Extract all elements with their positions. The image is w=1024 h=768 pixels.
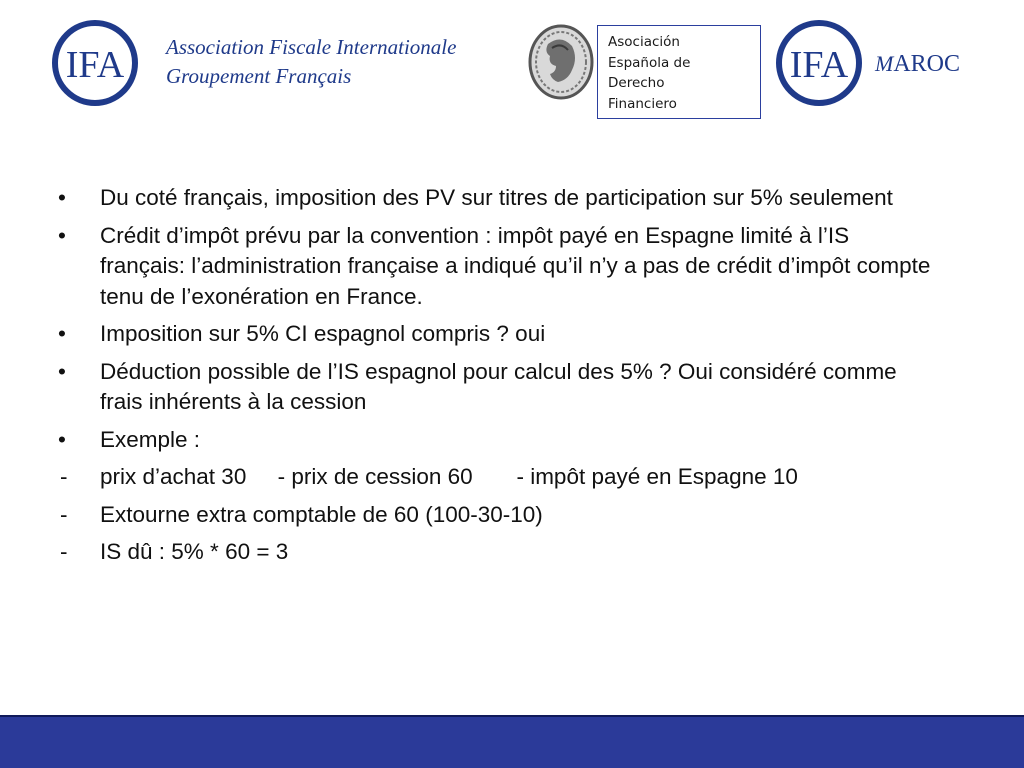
maroc-label	[875, 50, 960, 78]
list-item	[58, 183, 938, 214]
list-item	[58, 462, 938, 493]
aedf-seal-icon	[528, 24, 594, 100]
association-name-line2: Groupement Français	[166, 64, 352, 88]
aedf-name-box	[597, 25, 761, 119]
list-item	[58, 425, 938, 456]
example-line: prix d’achat 30 - prix de cession 60 - impôt payé en Espagne 10	[100, 464, 798, 489]
maroc-prefix: M	[875, 51, 894, 76]
ifa-logo-icon	[52, 20, 138, 106]
bullet-marker: •	[58, 321, 66, 346]
list-item	[58, 319, 938, 350]
bullet-marker: •	[58, 185, 66, 210]
list-item-text: Extourne extra comptable de 60 (100-30-10)	[100, 501, 543, 527]
bullet-marker: •	[58, 358, 66, 384]
ifa-logo-letters: IFA	[789, 44, 849, 86]
association-name-line1: Association Fiscale Internationale	[166, 35, 457, 59]
aedf-line4: Financiero	[608, 95, 677, 112]
bullet-marker: •	[58, 426, 66, 452]
ifa-logo-letters: IFA	[65, 44, 125, 86]
list-item-text: Crédit d’impôt prévu par la convention : impôt payé en Espagne limité à l’IS français: l’administration française a indiqué qu’il n’y a pas de crédit d’impôt compte tenu de l’exonération en France.	[100, 222, 931, 309]
maroc-rest: AROC	[893, 51, 961, 77]
aedf-line1: Asociación	[608, 34, 680, 50]
list-item-text: IS dû : 5% * 60 = 3	[100, 539, 289, 564]
list-item	[58, 221, 938, 313]
list-item-text: Exemple :	[100, 426, 201, 452]
list-item	[58, 357, 938, 418]
list-item-text: Du coté français, imposition des PV sur titres de participation sur 5% seulement	[100, 185, 893, 210]
list-item-text: Imposition sur 5% CI espagnol compris ? oui	[100, 321, 546, 346]
list-item	[58, 537, 938, 568]
aedf-line3: Derecho	[608, 75, 665, 91]
list-item-text	[100, 462, 938, 493]
association-name	[166, 33, 456, 91]
dash-marker: -	[60, 539, 68, 564]
bullet-marker: •	[58, 222, 66, 248]
list-item-text: Déduction possible de l’IS espagnol pour calcul des 5% ? Oui considéré comme frais inhérents à la cession	[100, 358, 897, 414]
list-item	[58, 500, 938, 531]
slide-content	[58, 183, 938, 575]
aedf-line2: Española de	[608, 54, 691, 71]
dash-marker: -	[60, 501, 68, 527]
dash-marker: -	[60, 464, 68, 489]
footer-bar	[0, 715, 1024, 768]
ifa-logo-icon	[776, 20, 862, 106]
